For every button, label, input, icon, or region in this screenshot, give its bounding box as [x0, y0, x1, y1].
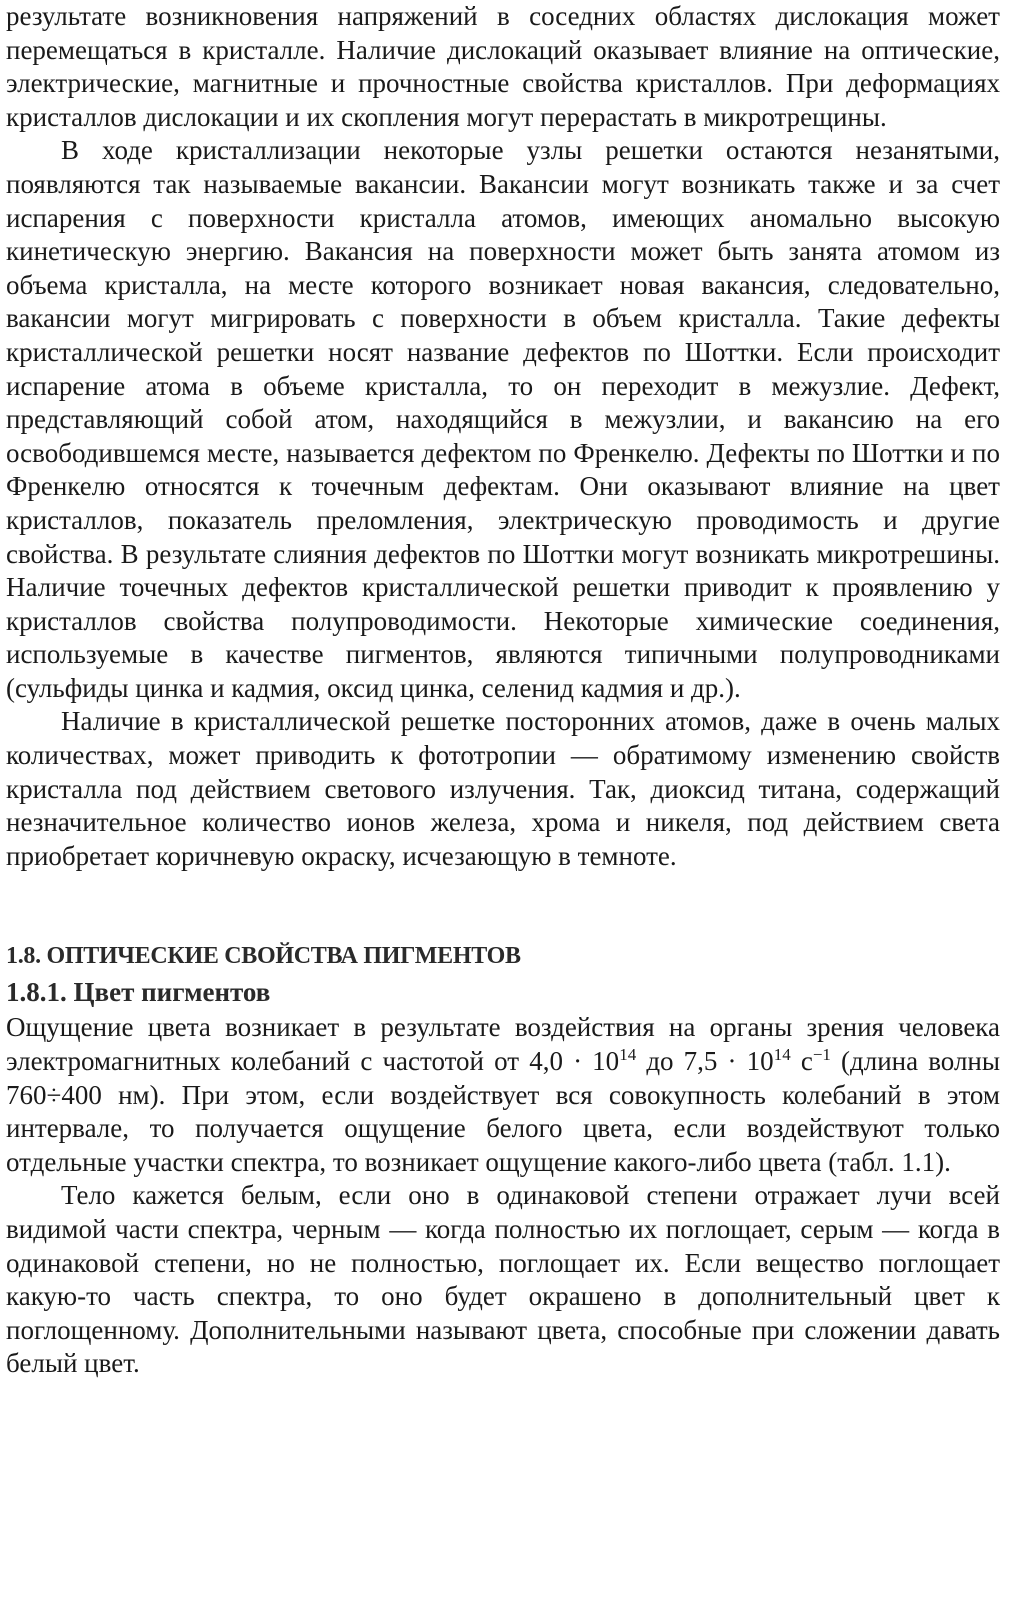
paragraph-white-black: Тело кажется белым, если оно в одинаковой степени отражает лучи всей видимой части спектра, черным — когда полностью их поглощает, серым — когда в одинаковой степени, но не полностью, поглощает их. Если вещество поглощает какую-то часть спектра, то оно будет окрашено в дополнительный цвет к поглощенному. Дополнительными называют цвета, способные при сложении давать белый цвет.	[6, 1180, 1000, 1379]
freq-exponent-1: 14	[619, 1045, 637, 1065]
freq-text-c: с	[790, 1046, 813, 1077]
freq-text-b: до 7,5 · 10	[636, 1046, 774, 1077]
subsection-heading: 1.8.1. Цвет пигментов	[6, 977, 271, 1008]
paragraph-dislocations: результате возникновения напряжений в соседних областях дислокация может перемещаться в кристалле. Наличие дислокаций оказывает влияние на оптические, электрические, магнитные и прочностные свойства кристаллов. При деформациях кристаллов дислокации и их скопления могут перерастать в микротрещины.	[6, 1, 1000, 132]
section-gap	[6, 873, 1000, 931]
freq-exponent-3: −1	[812, 1045, 831, 1065]
paragraph-phototropy: Наличие в кристаллической решетке посторонних атомов, даже в очень малых количествах, может приводить к фототропии — обратимому изменению свойств кристалла под действием светового излучения. Так, диоксид титана, содержащий незначительное количество ионов железа, хрома и никеля, под действием света приобретает коричневую окраску, исчезающую в темноте.	[6, 706, 1000, 871]
document-page	[6, 0, 1000, 1381]
freq-exponent-2: 14	[773, 1045, 791, 1065]
section-heading: 1.8. ОПТИЧЕСКИЕ СВОЙСТВА ПИГМЕНТОВ	[6, 943, 521, 970]
paragraph-color-frequency	[6, 1011, 1000, 1179]
paragraph-vacancies: В ходе кристаллизации некоторые узлы решетки остаются незанятыми, появляются так называемые вакансии. Вакансии могут возникать также и за счет испарения с поверхности кристалла атомов, имеющих аномально высокую кинетическую энергию. Вакансия на поверхности может быть занята атомом из объема кристалла, на месте которого возникает новая вакансия, следовательно, вакансии могут мигрировать с поверхности в объем кристалла. Такие дефекты кристаллической решетки носят название дефектов по Шоттки. Если происходит испарение атома в объеме кристалла, то он переходит в межузлие. Дефект, представляющий собой атом, находящийся в межузлии, и вакансию на его освободившемся месте, называется дефектом по Френкелю. Дефекты по Шоттки и по Френкелю относятся к точечным дефектам. Они оказывают влияние на цвет кристаллов, показатель преломления, электрическую проводимость и другие свойства. В результате слияния дефектов по Шоттки могут возникать микротрешины. Наличие точечных дефектов кристаллической решетки приводит к проявлению у кристаллов свойства полупроводимости. Некоторые химические соединения, используемые в качестве пигментов, являются типичными полупроводниками (сульфиды цинка и кадмия, оксид цинка, селенид кадмия и др.).	[6, 135, 1000, 703]
freq-text-d: (длина волны 760÷400 нм). При этом, если воздействует вся совокупность колебаний в этом интервале, то получается ощущение белого цвета, если воздействуют только отдельные участки спектра, то возникает ощущение какого-либо цвета (табл. 1.1).	[6, 1046, 1001, 1177]
freq-text-a: Ощущение цвета возникает в результате воздействия на органы зрения человека электромагнитных колебаний с частотой от 4,0 · 10	[6, 1012, 1000, 1077]
